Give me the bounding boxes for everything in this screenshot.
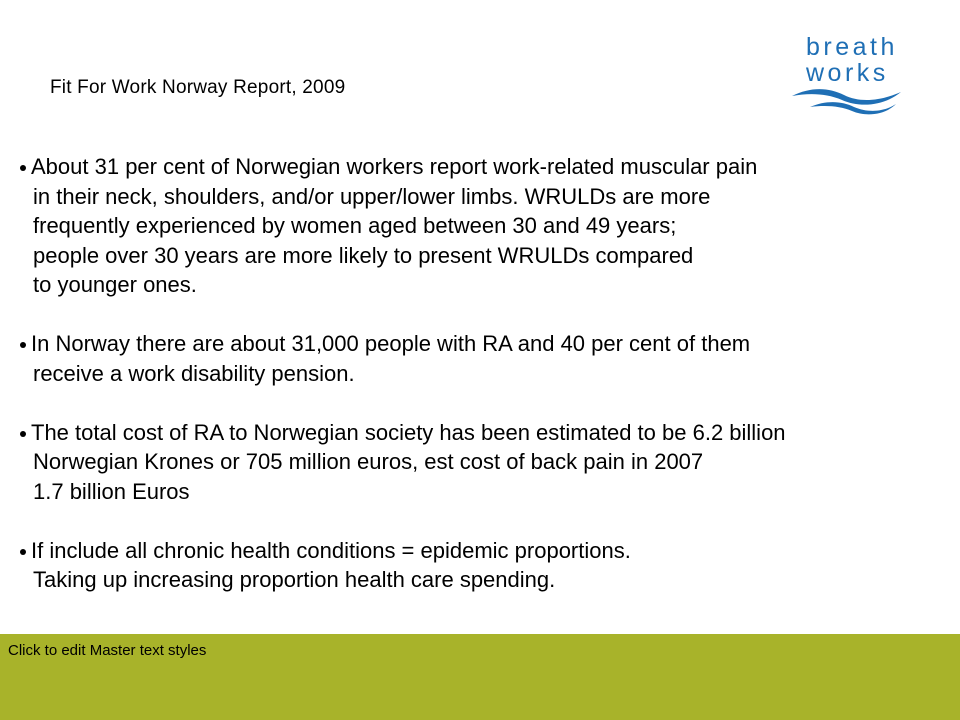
bullet-line: Norwegian Krones or 705 million euros, est cost of back pain in 2007	[33, 449, 704, 474]
slide-title: Fit For Work Norway Report, 2009	[50, 77, 346, 98]
logo-text-line1: breath	[806, 33, 898, 61]
bullet-dot	[20, 431, 26, 437]
waves-icon	[788, 86, 903, 116]
bullet-line: Taking up increasing proportion health care spending.	[33, 567, 556, 592]
bullet-line: people over 30 years are more likely to present WRULDs compared	[33, 242, 694, 268]
bullet-dot	[20, 165, 26, 171]
footer-band	[0, 634, 960, 720]
bullet-line: frequently experienced by women aged between 30 and 49 years;	[33, 213, 677, 238]
bullet-item-4	[20, 536, 950, 595]
bullet-line: The total cost of RA to Norwegian society has been estimated to be 6.2 billion	[31, 419, 786, 445]
bullet-item-2	[20, 329, 950, 388]
bullet-line: If include all chronic health conditions = epidemic proportions.	[31, 537, 631, 563]
bullet-line: in their neck, shoulders, and/or upper/lower limbs. WRULDs are more	[33, 183, 711, 209]
bullet-item-1	[20, 152, 950, 300]
bullet-line: In Norway there are about 31,000 people with RA and 40 per cent of them	[31, 331, 751, 356]
bullet-dot	[20, 549, 26, 555]
footer-placeholder-text[interactable]: Click to edit Master text styles	[8, 642, 207, 659]
bullet-dot	[20, 342, 26, 348]
bullet-line: 1.7 billion Euros	[33, 478, 190, 504]
bullet-line: to younger ones.	[33, 272, 197, 297]
bullet-line: About 31 per cent of Norwegian workers report work-related muscular pain	[31, 154, 758, 179]
bullet-line: receive a work disability pension.	[33, 360, 355, 386]
breathworks-logo	[788, 34, 908, 120]
logo-text-line2: works	[806, 59, 889, 87]
bullet-item-3	[20, 418, 950, 507]
body-text	[20, 152, 950, 624]
